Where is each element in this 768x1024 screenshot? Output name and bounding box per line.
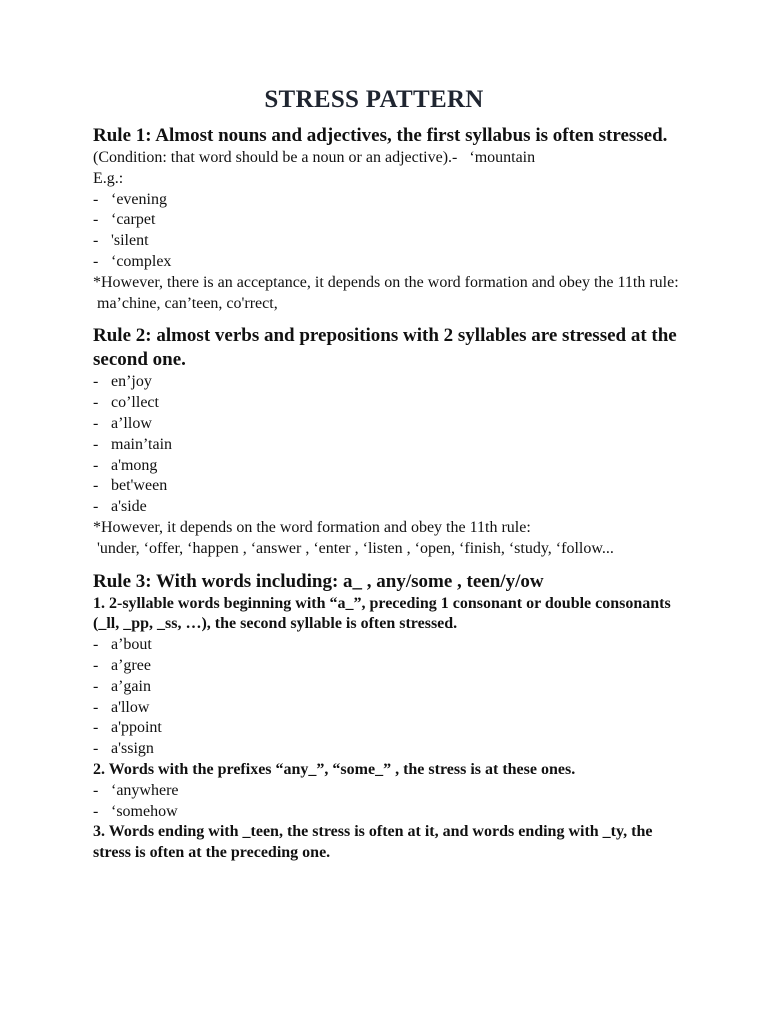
- word: a'ppoint: [111, 719, 162, 737]
- list-item: - 'silent: [93, 231, 693, 252]
- word: a'llow: [111, 698, 150, 716]
- list-item: - ‘complex: [93, 252, 693, 273]
- list-item: - a'llow: [93, 698, 693, 719]
- list-item: - a'ppoint: [93, 718, 693, 739]
- document-page: [93, 86, 693, 864]
- rule-2-examples: 'under, ‘offer, ‘happen , ‘answer , ‘enter , ‘listen , ‘open, ‘finish, ‘study, ‘follow...: [93, 539, 614, 557]
- list-item: - ‘evening: [93, 190, 693, 211]
- rule-3-word-list-1: [93, 635, 693, 760]
- rule-3-sub-3: 3. Words ending with _teen, the stress is often at it, and words ending with _ty, the stress is often at the preceding one.: [93, 823, 653, 862]
- list-item: - a’gree: [93, 656, 693, 677]
- list-item: - a'mong: [93, 456, 693, 477]
- word: a’gree: [111, 656, 151, 674]
- list-item: - a'side: [93, 497, 693, 518]
- list-item: - co’llect: [93, 393, 693, 414]
- rule-1-examples: ma’chine, can’teen, co'rrect,: [93, 294, 278, 312]
- word: a’bout: [111, 636, 152, 654]
- list-item: - bet'ween: [93, 476, 693, 497]
- word: ‘complex: [111, 252, 172, 270]
- rule-2-heading: Rule 2: almost verbs and prepositions with 2 syllables are stressed at the second one.: [93, 325, 677, 371]
- word: a'side: [111, 498, 147, 516]
- word: ‘evening: [111, 190, 167, 208]
- rule-1-heading: Rule 1: Almost nouns and adjectives, the first syllabus is often stressed.: [93, 125, 668, 146]
- list-item: - a’llow: [93, 414, 693, 435]
- word: co’llect: [111, 394, 159, 412]
- rule-2-word-list: [93, 372, 693, 518]
- list-item: - a’gain: [93, 677, 693, 698]
- word: a'ssign: [111, 740, 154, 758]
- rule-3-section: [93, 570, 693, 864]
- word: a'mong: [111, 456, 158, 474]
- list-item: - a'ssign: [93, 739, 693, 760]
- word: main’tain: [111, 435, 173, 453]
- rule-1-word-list: [93, 190, 693, 273]
- word: a’gain: [111, 677, 151, 695]
- word: ‘carpet: [111, 211, 156, 229]
- rule-3-heading: Rule 3: With words including: a_ , any/some , teen/y/ow: [93, 570, 544, 592]
- rule-1-section: [93, 124, 693, 314]
- page-title: STRESS PATTERN: [264, 86, 484, 113]
- word: bet'ween: [111, 477, 168, 495]
- rule-2-note: *However, it depends on the word formation and obey the 11th rule:: [93, 518, 531, 536]
- rule-3-sub-1: 1. 2-syllable words beginning with “a_”, preceding 1 consonant or double consonants (_ll, _pp, _ss, …), the second syllable is often stressed.: [93, 594, 671, 633]
- word: 'silent: [111, 232, 149, 250]
- word: a’llow: [111, 414, 152, 432]
- list-item: - ‘carpet: [93, 210, 693, 231]
- rule-1-condition: (Condition: that word should be a noun or an adjective).- ‘mountain: [93, 149, 536, 166]
- rule-2-section: [93, 324, 693, 559]
- word: ‘anywhere: [111, 781, 179, 799]
- word: en’joy: [111, 373, 152, 391]
- rule-1-eg-label: E.g.:: [93, 169, 124, 187]
- list-item: - ‘somehow: [93, 802, 693, 823]
- list-item: - a’bout: [93, 635, 693, 656]
- rule-3-word-list-2: [93, 781, 693, 823]
- list-item: - en’joy: [93, 372, 693, 393]
- list-item: - main’tain: [93, 435, 693, 456]
- list-item: - ‘anywhere: [93, 781, 693, 802]
- word: ‘somehow: [111, 802, 178, 820]
- rule-3-sub-2: 2. Words with the prefixes “any_”, “some_” , the stress is at these ones.: [93, 760, 576, 778]
- rule-1-note: *However, there is an acceptance, it depends on the word formation and obey the 11th rule:: [93, 273, 679, 291]
